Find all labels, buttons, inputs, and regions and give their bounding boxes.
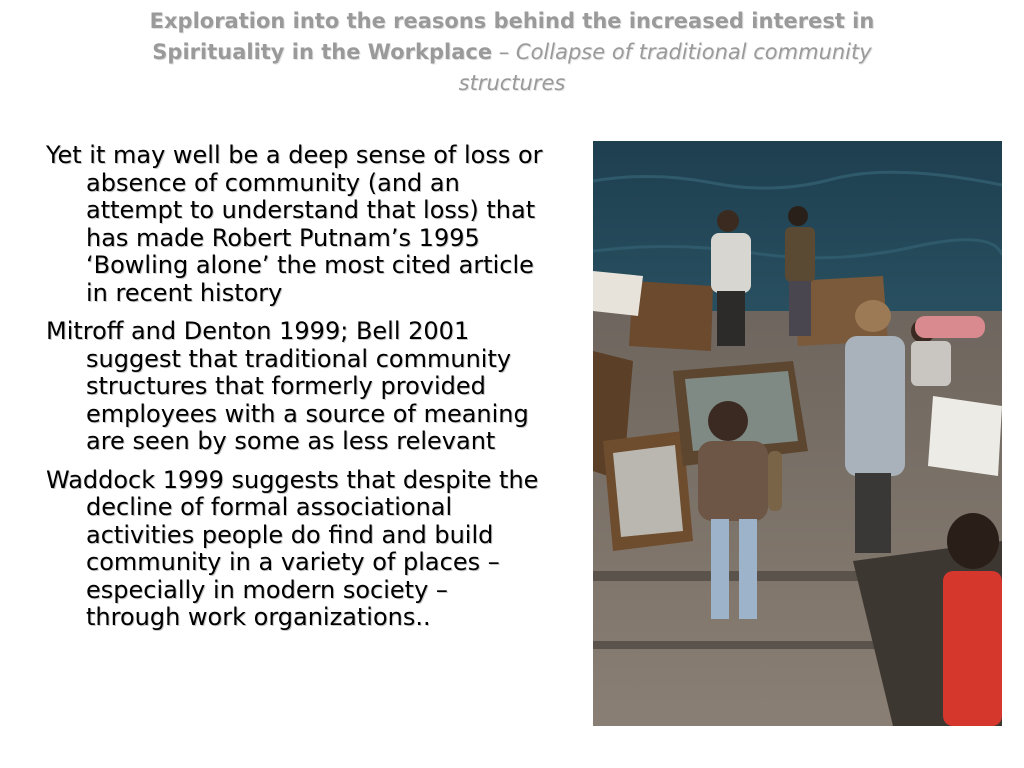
fish-market-photo [593,141,1002,726]
title-topic: Spirituality in the Workplace [152,40,493,64]
paragraph-mitroff-denton: Mitroff and Denton 1999; Bell 2001 suggest that traditional community structures that formerly provided employees with a source of meaning are seen by some as less relevant [46,317,529,455]
title-line-2 [40,37,984,68]
title-subtitle: Collapse of traditional community [515,40,872,64]
title-main-text: Exploration into the reasons behind the increased interest in [149,9,875,33]
body-text [46,142,546,643]
newspaper-right [928,396,1002,476]
person-red-shirt [943,513,1002,726]
title-line-1 [40,6,984,37]
paragraph-waddock: Waddock 1999 suggests that despite the decline of formal associational activities people do find and build community in a variety of places – especially in modern society – through work organizations.. [46,465,539,631]
fish-stall-back [629,281,713,351]
title-subtitle-continued: structures [458,71,566,95]
slide-title [40,6,984,99]
title-line-3 [40,68,984,99]
paragraph-putnam: Yet it may well be a deep sense of loss or absence of community (and an attempt to understand that loss) that has made Robert Putnam’s 1995 ‘Bowling alone’ the most cited article in recent history [46,141,543,307]
newspaper-left [593,271,643,316]
title-dash: – [492,40,516,64]
